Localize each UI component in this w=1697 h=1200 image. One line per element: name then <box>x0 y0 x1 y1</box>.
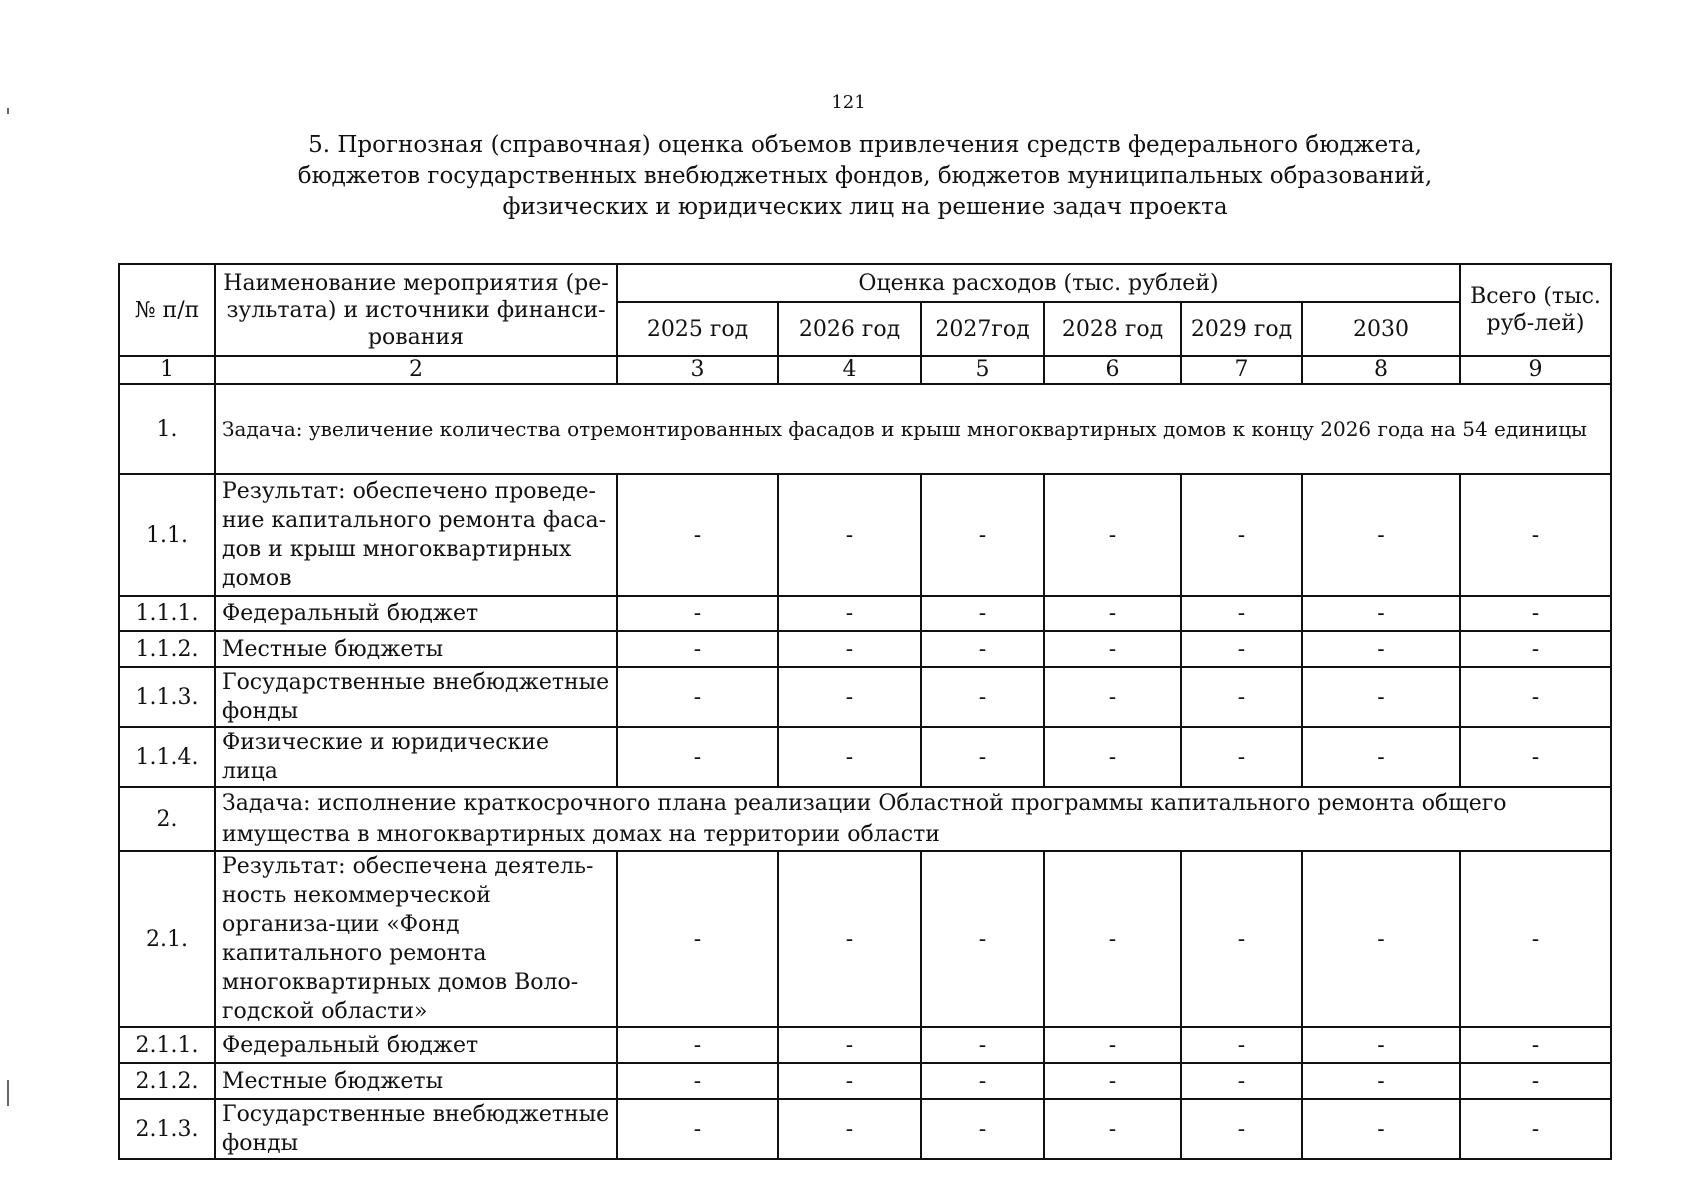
row-number: 2.1. <box>119 851 215 1027</box>
value-cell: - <box>1460 667 1611 727</box>
value-cell: - <box>1302 1099 1460 1159</box>
row-number: 1. <box>119 384 215 474</box>
row-number: 1.1.3. <box>119 667 215 727</box>
value-cell: - <box>1302 1027 1460 1063</box>
value-cell: - <box>1460 596 1611 631</box>
task-row <box>119 787 1611 851</box>
value-cell: - <box>617 1099 778 1159</box>
column-index: 5 <box>921 356 1044 384</box>
value-cell: - <box>778 474 921 596</box>
column-index: 7 <box>1181 356 1302 384</box>
value-cell: - <box>617 1027 778 1063</box>
task-description: Задача: увеличение количества отремонтированных фасадов и крыш многоквартирных домов к концу 2026 года на 54 единицы <box>215 384 1611 474</box>
value-cell: - <box>1044 727 1181 787</box>
value-cell: - <box>1302 1063 1460 1099</box>
value-cell: - <box>921 851 1044 1027</box>
value-cell: - <box>617 596 778 631</box>
value-cell: - <box>1044 667 1181 727</box>
row-name: Местные бюджеты <box>215 1063 617 1099</box>
value-cell: - <box>1044 851 1181 1027</box>
value-cell: - <box>921 1027 1044 1063</box>
value-cell: - <box>778 1099 921 1159</box>
task-row <box>119 384 1611 474</box>
row-name: Государственные внебюджетные фонды <box>215 1099 617 1159</box>
section-title <box>250 130 1480 223</box>
value-cell: - <box>1460 1099 1611 1159</box>
value-cell: - <box>1460 631 1611 667</box>
value-cell: - <box>921 1099 1044 1159</box>
value-cell: - <box>617 851 778 1027</box>
value-cell: - <box>1044 596 1181 631</box>
financing-table <box>118 263 1612 1160</box>
header-year: 2026 год <box>778 302 921 356</box>
row-number: 1.1.4. <box>119 727 215 787</box>
value-cell: - <box>1181 1027 1302 1063</box>
row-number: 2. <box>119 787 215 851</box>
value-cell: - <box>921 727 1044 787</box>
value-cell: - <box>1044 474 1181 596</box>
value-cell: - <box>778 1027 921 1063</box>
row-number: 1.1. <box>119 474 215 596</box>
value-cell: - <box>1460 474 1611 596</box>
header-year: 2029 год <box>1181 302 1302 356</box>
table-row <box>119 667 1611 727</box>
row-name: Федеральный бюджет <box>215 1027 617 1063</box>
column-index: 3 <box>617 356 778 384</box>
table-row <box>119 851 1611 1027</box>
value-cell: - <box>1302 667 1460 727</box>
row-name: Государственные внебюджетные фонды <box>215 667 617 727</box>
table-row <box>119 596 1611 631</box>
value-cell: - <box>778 1063 921 1099</box>
value-cell: - <box>1302 631 1460 667</box>
value-cell: - <box>617 1063 778 1099</box>
value-cell: - <box>1181 1063 1302 1099</box>
value-cell: - <box>778 727 921 787</box>
value-cell: - <box>1181 596 1302 631</box>
header-total: Всего (тыс. руб-лей) <box>1460 264 1611 356</box>
row-number: 1.1.2. <box>119 631 215 667</box>
column-index: 8 <box>1302 356 1460 384</box>
table-row <box>119 1063 1611 1099</box>
scan-margin-mark <box>7 1080 9 1106</box>
value-cell: - <box>921 1063 1044 1099</box>
value-cell: - <box>617 631 778 667</box>
row-name: Федеральный бюджет <box>215 596 617 631</box>
value-cell: - <box>617 727 778 787</box>
table-row <box>119 1099 1611 1159</box>
row-number: 2.1.2. <box>119 1063 215 1099</box>
value-cell: - <box>1302 851 1460 1027</box>
header-year: 2025 год <box>617 302 778 356</box>
value-cell: - <box>1181 667 1302 727</box>
column-index: 4 <box>778 356 921 384</box>
table-row <box>119 631 1611 667</box>
column-index: 1 <box>119 356 215 384</box>
row-name: Местные бюджеты <box>215 631 617 667</box>
value-cell: - <box>778 851 921 1027</box>
value-cell: - <box>1044 631 1181 667</box>
row-name: Результат: обеспечена деятель-ность некоммерческой организа-ции «Фонд капитального ремонта многоквартирных домов Воло-годской области» <box>215 851 617 1027</box>
table-row <box>119 474 1611 596</box>
value-cell: - <box>1181 1099 1302 1159</box>
column-index: 9 <box>1460 356 1611 384</box>
value-cell: - <box>617 667 778 727</box>
value-cell: - <box>1302 727 1460 787</box>
table-row <box>119 727 1611 787</box>
value-cell: - <box>1181 474 1302 596</box>
column-index: 2 <box>215 356 617 384</box>
header-year: 2028 год <box>1044 302 1181 356</box>
value-cell: - <box>1302 596 1460 631</box>
value-cell: - <box>1181 851 1302 1027</box>
column-index: 6 <box>1044 356 1181 384</box>
value-cell: - <box>778 631 921 667</box>
value-cell: - <box>1181 631 1302 667</box>
header-year: 2027год <box>921 302 1044 356</box>
header-year: 2030 <box>1302 302 1460 356</box>
page-number: 121 <box>831 92 866 113</box>
row-number: 1.1.1. <box>119 596 215 631</box>
value-cell: - <box>1181 727 1302 787</box>
row-number: 2.1.1. <box>119 1027 215 1063</box>
task-description: Задача: исполнение краткосрочного плана реализации Областной программы капитального ремонта общего имущества в многоквартирных домах на территории области <box>215 787 1611 851</box>
value-cell: - <box>778 667 921 727</box>
value-cell: - <box>1460 851 1611 1027</box>
value-cell: - <box>1302 474 1460 596</box>
header-expense-estimate: Оценка расходов (тыс. рублей) <box>617 264 1460 302</box>
column-index-row <box>119 356 1611 384</box>
value-cell: - <box>617 474 778 596</box>
title-line: физических и юридических лиц на решение задач проекта <box>502 194 1228 220</box>
value-cell: - <box>921 474 1044 596</box>
header-name: Наименование мероприятия (ре-зультата) и источники финанси-рования <box>215 264 617 356</box>
row-name: Результат: обеспечено проведе-ние капитального ремонта фаса-дов и крыш многоквартирных домов <box>215 474 617 596</box>
title-line: 5. Прогнозная (справочная) оценка объемов привлечения средств федерального бюджета, <box>308 132 1422 158</box>
value-cell: - <box>921 631 1044 667</box>
value-cell: - <box>778 596 921 631</box>
row-number: 2.1.3. <box>119 1099 215 1159</box>
value-cell: - <box>1044 1099 1181 1159</box>
value-cell: - <box>1044 1063 1181 1099</box>
value-cell: - <box>1460 727 1611 787</box>
table-body <box>119 356 1611 1159</box>
value-cell: - <box>1044 1027 1181 1063</box>
value-cell: - <box>1460 1027 1611 1063</box>
title-line: бюджетов государственных внебюджетных фондов, бюджетов муниципальных образований, <box>297 163 1433 189</box>
row-name: Физические и юридические лица <box>215 727 617 787</box>
table-row <box>119 1027 1611 1063</box>
value-cell: - <box>921 667 1044 727</box>
value-cell: - <box>1460 1063 1611 1099</box>
header-number: № п/п <box>119 264 215 356</box>
value-cell: - <box>921 596 1044 631</box>
